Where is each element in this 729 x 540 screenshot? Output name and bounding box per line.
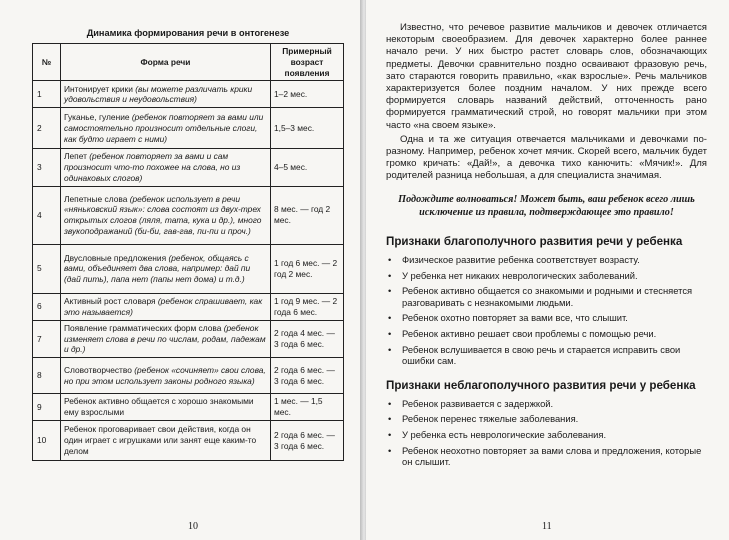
age-cell: 2 года 6 мес. — 3 года 6 мес. <box>271 358 344 394</box>
speech-form-main: Появление грамматических форм слова <box>64 322 224 333</box>
speech-form-cell <box>61 108 271 149</box>
speech-form-note: (ребенок повторяет за вами и сам произносит что-то похожее на слова, но из одинаковых слогов) <box>64 151 241 183</box>
paragraph-1: Известно, что речевое развитие мальчиков и девочек отличается некоторым своеобразием. Для девочек характерно более раннее начало речи. У них быстро растет словарь слов, обозначающих предметы. Девочки сравнительно поздно осваивают фразовую речь, зато стараются говорить правильно, «как взрослые». Речь мальчиков характеризуется более поздним началом. У них прежде всего формируется словарь названий действий, отточенность рано формируется грамматический строй, но говорят мальчики при этом часто «на своем языке». <box>386 22 707 131</box>
row-number: 4 <box>33 186 61 244</box>
row-number: 9 <box>33 394 61 421</box>
table-row <box>33 421 344 461</box>
header-age: Примерный возраст появления <box>271 44 344 81</box>
age-cell: 4–5 мес. <box>271 149 344 186</box>
speech-form-main: Интонирует крики <box>64 83 136 94</box>
age-cell: 2 года 4 мес. — 3 года 6 мес. <box>271 320 344 357</box>
speech-form-cell <box>61 81 271 108</box>
speech-form-cell <box>61 358 271 394</box>
speech-form-note: (ребенок спрашивает, как это называется) <box>64 295 263 317</box>
row-number: 3 <box>33 149 61 186</box>
table-row <box>33 320 344 357</box>
list-item: • Ребенок неохотно повторяет за вами слова и предложения, которые он слышит. <box>386 445 707 468</box>
section-1-title: Признаки благополучного развития речи у ребенка <box>386 235 683 249</box>
list-item: • Ребенок развивается с задержкой. <box>386 398 707 410</box>
speech-form-cell <box>61 320 271 357</box>
table-row <box>33 81 344 108</box>
age-cell: 1 год 9 мес. — 2 года 6 мес. <box>271 293 344 320</box>
age-cell: 1,5–3 мес. <box>271 108 344 149</box>
list-item: • Ребенок охотно повторяет за вами все, что слышит. <box>386 312 707 324</box>
table-row <box>33 108 344 149</box>
header-form: Форма речи <box>61 44 271 81</box>
list-item: • Ребенок перенес тяжелые заболевания. <box>386 413 707 425</box>
speech-form-note: (вы можете различать крики удовольствия и неудовольствия) <box>64 83 253 105</box>
left-page <box>0 0 362 540</box>
list-item: • Физическое развитие ребенка соответствует возрасту. <box>386 254 707 266</box>
table-row <box>33 244 344 293</box>
section-2-list <box>386 398 707 468</box>
row-number: 8 <box>33 358 61 394</box>
callout-quote: Подождите волноваться! Может быть, ваш ребенок всего лишь исключение из правила, подтверждающее это правило! <box>398 193 695 218</box>
speech-form-main: Гуканье, гуление <box>64 112 132 123</box>
row-number: 2 <box>33 108 61 149</box>
speech-form-main: Словотворчество <box>64 364 135 375</box>
age-cell: 1–2 мес. <box>271 81 344 108</box>
age-cell: 2 года 6 мес. — 3 года 6 мес. <box>271 421 344 461</box>
row-number: 6 <box>33 293 61 320</box>
speech-form-main: Лепет <box>64 151 90 162</box>
speech-form-main: Активный рост словаря <box>64 295 158 306</box>
paragraph-2: Одна и та же ситуация отвечается мальчиками и девочками по-разному. Например, ребенок хочет мячик. Скорей всего, мальчик будет громко кричать: «Дай!», а девочка тихо канючить: «Мячик!». Для родителей разница небольшая, а для специалиста значимая. <box>386 133 707 182</box>
speech-form-cell <box>61 394 271 421</box>
table-row <box>33 149 344 186</box>
list-item: • У ребенка нет никаких неврологических заболеваний. <box>386 270 707 282</box>
speech-form-cell <box>61 244 271 293</box>
header-num: № <box>33 44 61 81</box>
right-page <box>366 0 729 540</box>
row-number: 1 <box>33 81 61 108</box>
list-item: • У ребенка есть неврологические заболевания. <box>386 429 707 441</box>
table-row <box>33 186 344 244</box>
speech-form-note: (ребенок изменяет слова в речи по числам, родам, падежам и др.) <box>64 322 266 355</box>
section-2-title: Признаки неблагополучного развития речи у ребенка <box>386 378 696 392</box>
age-cell: 1 мес. — 1,5 мес. <box>271 394 344 421</box>
page-number-right: 11 <box>542 521 552 532</box>
row-number: 5 <box>33 244 61 293</box>
speech-form-note: (ребенок использует в речи «няньковский язык»: слова состоят из двух-трех открытых слогов (ляля, тата, кука и др.), много звукоподражаний (би-би, гав-гав, пи-пи и проч.) <box>64 193 262 237</box>
speech-form-main: Ребенок активно общается с хорошо знакомыми ему взрослыми <box>64 396 254 418</box>
table-title: Динамика формирования речи в онтогенезе <box>86 28 290 38</box>
table-row <box>33 394 344 421</box>
page-number-left: 10 <box>188 521 198 532</box>
speech-form-note: (ребенок повторяет за вами или самостоятельно произносит отдельные слоги, как будто играет с ними) <box>64 112 264 144</box>
list-item: • Ребенок активно общается со знакомыми и родными и стесняется разговаривать с незнакомыми людьми. <box>386 285 707 308</box>
age-cell: 1 год 6 мес. — 2 год 2 мес. <box>271 244 344 293</box>
table-row <box>33 358 344 394</box>
speech-form-cell <box>61 149 271 186</box>
list-item: • Ребенок вслушивается в свою речь и старается исправить свои ошибки сам. <box>386 344 707 367</box>
speech-form-cell <box>61 293 271 320</box>
speech-development-table <box>32 43 344 461</box>
speech-form-note: (ребенок «сочиняет» свои слова, но при этом использует законы родного языка) <box>64 364 266 386</box>
list-item: • Ребенок активно решает свои проблемы с помощью речи. <box>386 328 707 340</box>
section-1-list <box>386 254 707 367</box>
speech-form-main: Ребенок проговаривает свои действия, когда он один играет с игрушками или занят еще каким-то делом <box>64 424 257 457</box>
speech-form-cell <box>61 421 271 461</box>
age-cell: 8 мес. — год 2 мес. <box>271 186 344 244</box>
speech-form-main: Лепетные слова <box>64 193 130 204</box>
row-number: 10 <box>33 421 61 461</box>
speech-form-cell <box>61 186 271 244</box>
speech-form-main: Двусловные предложения <box>64 252 169 263</box>
table-row <box>33 293 344 320</box>
speech-form-note: (ребенок, общаясь с вами, объединяет два слова, например: дай пи (дай пить), папа нет (папы нет дома) и т.д.) <box>64 252 251 285</box>
row-number: 7 <box>33 320 61 357</box>
